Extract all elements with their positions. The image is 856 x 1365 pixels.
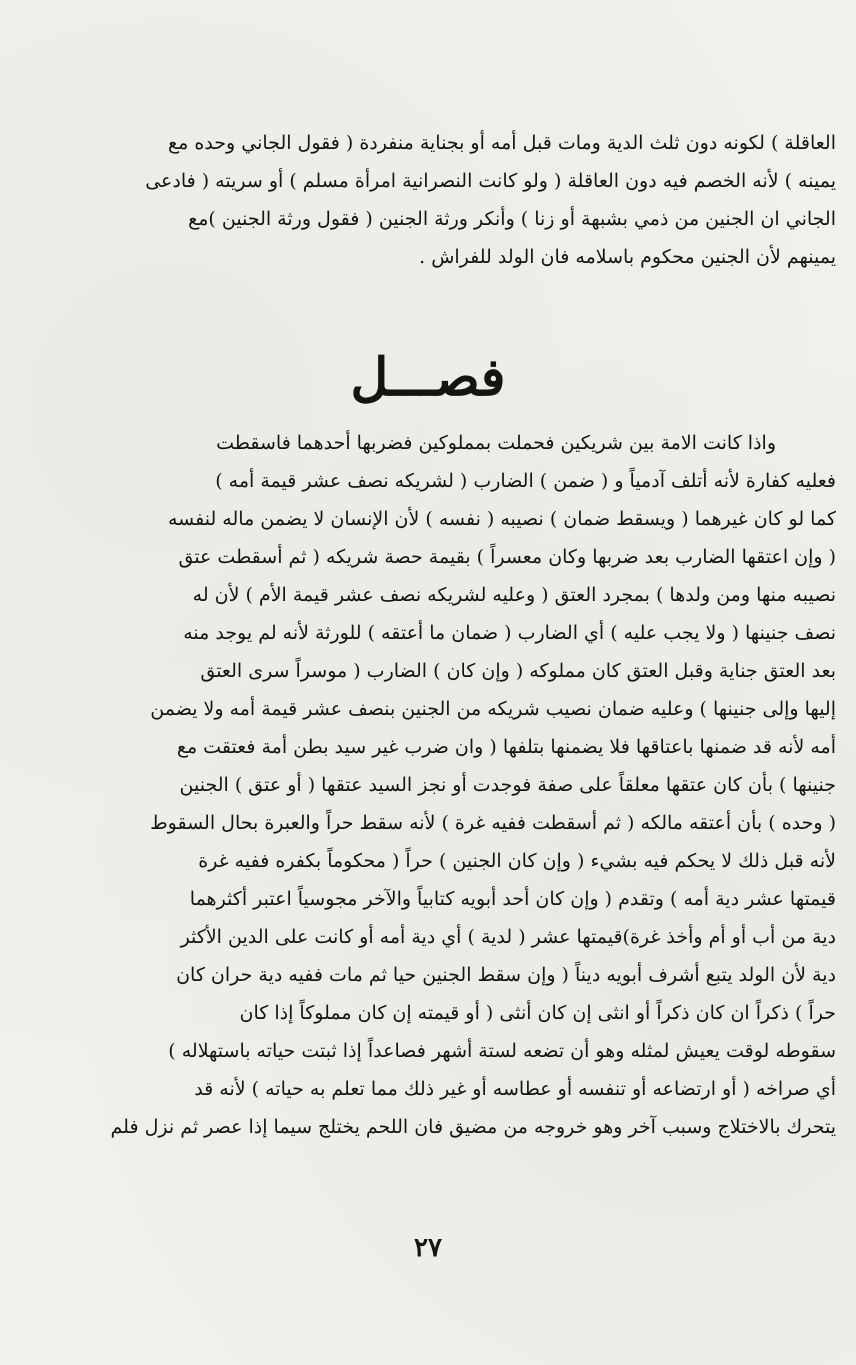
text-line: قيمتها عشر دية أمه ) وتقدم ( وإن كان أحد أبويه كتابياً والآخر مجوسياً اعتبر أكثرهما <box>189 888 836 910</box>
page-number: ٢٧ <box>414 1233 442 1263</box>
text-line: دية من أب أو أم وأخذ غرة)قيمتها عشر ( لدية ) أي دية أمه أو كانت على الدين الأكثر <box>180 926 836 948</box>
text-line: واذا كانت الامة بين شريكين فحملت بمملوكين فضربها أحدهما فاسقطت <box>216 432 776 454</box>
text-line: يتحرك بالاختلاج وسبب آخر وهو خروجه من مضيق فان اللحم يختلج سيما إذا عصر ثم نزل فلم <box>110 1116 836 1138</box>
text-line: بعد العتق جناية وقبل العتق كان مملوكه ( وإن كان ) الضارب ( موسراً سرى العتق <box>200 660 836 682</box>
text-line: لأنه قبل ذلك لا يحكم فيه بشيء ( وإن كان الجنين ) حراً ( محكوماً بكفره ففيه غرة <box>198 850 836 872</box>
text-line: الجاني ان الجنين من ذمي بشبهة أو زنا ) وأنكر ورثة الجنين ( فقول ورثة الجنين )مع <box>188 208 836 230</box>
text-line: يمينهم لأن الجنين محكوم باسلامه فان الولد للفراش . <box>419 246 836 268</box>
text-line: إليها وإلى جنينها ) وعليه ضمان نصيب شريكه من الجنين بنصف عشر قيمة أمه ولا يضمن <box>150 698 836 720</box>
section-heading: فصـــل <box>350 347 506 408</box>
text-line: يمينه ) لأنه الخصم فيه دون العاقلة ( ولو كانت النصرانية امرأة مسلم ) أو سريته ( فادعى <box>145 170 836 192</box>
text-line: سقوطه لوقت يعيش لمثله وهو أن تضعه لستة أشهر فصاعداً إذا ثبتت حياته باستهلاله ) <box>168 1040 836 1062</box>
text-line: جنينها ) بأن كان عتقها معلقاً على صفة فوجدت أو نجز السيد عتقها ( أو عتق ) الجنين <box>179 774 836 796</box>
text-line: نصيبه منها ومن ولدها ) بمجرد العتق ( وعليه لشريكه نصف عشر قيمة الأم ) لأن له <box>192 584 836 606</box>
text-line: نصف جنينها ( ولا يجب عليه ) أي الضارب ( ضمان ما أعتقه ) للورثة لأنه لم يوجد منه <box>183 622 836 644</box>
text-line: أمه لأنه قد ضمنها باعتاقها فلا يضمنها بتلفها ( وان ضرب غير سيد بطن أمة فعتقت مع <box>176 736 836 758</box>
text-line: حراً ) ذكراً ان كان ذكراً أو انثى إن كان أنثى ( أو قيمته إن كان مملوكاً إذا كان <box>239 1002 836 1024</box>
text-line: ( وحده ) بأن أعتقه مالكه ( ثم أسقطت ففيه غرة ) لأنه سقط حراً والعبرة بحال السقوط <box>150 812 836 834</box>
text-line: أي صراخه ( أو ارتضاعه أو تنفسه أو عطاسه أو غير ذلك مما تعلم به حياته ) لأنه قد <box>194 1078 836 1100</box>
text-line: العاقلة ) لكونه دون ثلث الدية ومات قبل أمه أو بجناية منفردة ( فقول الجاني وحده مع <box>168 132 836 154</box>
text-line: ( وإن اعتقها الضارب بعد ضربها وكان معسراً ) بقيمة حصة شريكه ( ثم أسقطت عتق <box>178 546 836 568</box>
text-line: كما لو كان غيرهما ( ويسقط ضمان ) نصيبه ( نفسه ) لأن الإنسان لا يضمن ماله لنفسه <box>168 508 836 530</box>
text-line: دية لأن الولد يتبع أشرف أبويه ديناً ( وإن سقط الجنين حيا ثم مات ففيه دية حران كان <box>176 964 836 986</box>
text-line: فعليه كفارة لأنه أتلف آدمياً و ( ضمن ) الضارب ( لشريكه نصف عشر قيمة أمه ) <box>215 470 836 492</box>
